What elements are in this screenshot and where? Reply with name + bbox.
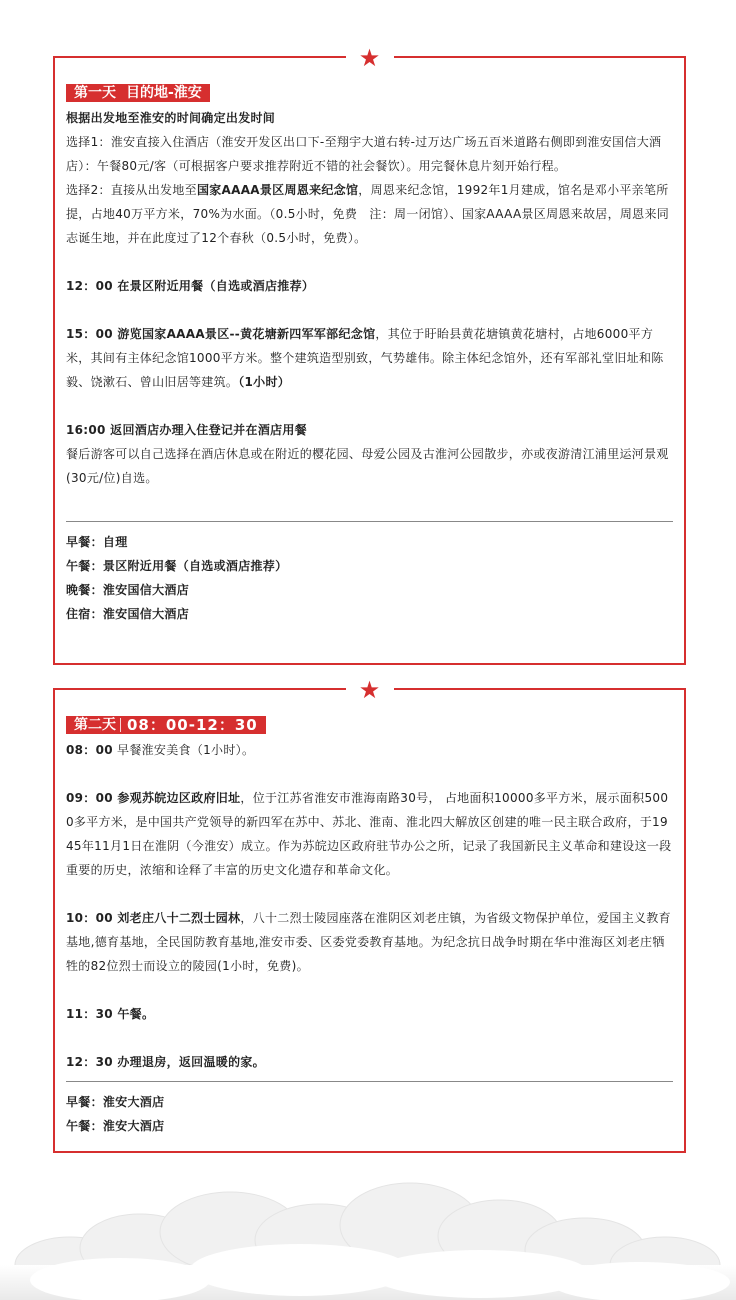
day1-tag — [66, 84, 210, 102]
day2-schedule-1230: 12：30 办理退房，返回温暖的家。 — [66, 1055, 265, 1069]
cloud-decoration — [0, 1170, 736, 1300]
day2-schedule-0800: 08：00 早餐淮安美食（1小时）。 — [66, 743, 255, 757]
day2-tag-day: 第二天 — [74, 717, 116, 733]
day1-schedule-1600-text: 餐后游客可以自己选择在酒店休息或在附近的樱花园、母爱公园及古淮河公园散步，亦或夜游清江浦里运河景观(30元/位)自选。 — [66, 447, 669, 485]
day1-schedule-1600-title: 16:00 返回酒店办理入住登记并在酒店用餐 — [66, 423, 307, 437]
day1-dinner: 晚餐：淮安国信大酒店 — [66, 583, 190, 597]
day1-lunch: 午餐：景区附近用餐（自选或酒店推荐） — [66, 559, 288, 573]
star-icon: ★ — [358, 676, 381, 704]
day2-schedule-1000: 10：00 刘老庄八十二烈士园林，八十二烈士陵园座落在淮阴区刘老庄镇，为省级文物保护单位，爱国主义教育基地,德育基地，全民国防教育基地,淮安市委、区委党委教育基地。为纪念抗日战争时期在华中淮海区刘老庄牺牲的82位烈士而设立的陵园(1小时，免费)。 — [66, 911, 671, 973]
day2-tag — [66, 716, 266, 734]
day1-schedule-1500: 15：00 游览国家AAAA景区--黄花塘新四军军部纪念馆，其位于盱眙县黄花塘镇黄花塘村，占地6000平方米，其间有主体纪念馆1000平方米。整个建筑造型别致，气势雄伟。除主体纪念馆外，还有军部礼堂旧址和陈毅、饶漱石、曾山旧居等建筑。（1小时） — [66, 327, 664, 389]
day1-stay: 住宿：淮安国信大酒店 — [66, 607, 190, 621]
day1-tag-title: 目的地-淮安 — [126, 85, 202, 101]
day1-option1: 选择1：淮安直接入住酒店（淮安开发区出口下-至翔宇大道右转-过万达广场五百米道路右侧即到淮安国信大酒店）：午餐80元/客（可根据客户要求推荐附近不错的社会餐饮）。用完餐休息片刻开始行程。 — [66, 135, 662, 173]
day2-meals — [66, 1090, 673, 1138]
day1-meals — [66, 530, 673, 626]
day1-intro-title: 根据出发地至淮安的时间确定出发时间 — [66, 111, 276, 125]
day1-tag-day: 第一天 — [74, 85, 116, 101]
day1-breakfast: 早餐：自理 — [66, 535, 128, 549]
day1-card — [53, 44, 686, 665]
day1-option2: 选择2：直接从出发地至国家AAAA景区周恩来纪念馆，周恩来纪念馆，1992年1月建成，馆名是邓小平亲笔所提，占地40万平方米，70%为水面。（0.5小时，免费 注：周一闭馆）、国家AAAA景区周恩来故居，周恩来同志诞生地，并在此度过了12个春秋（0.5小时，免费）。 — [66, 183, 670, 245]
star-icon: ★ — [358, 44, 381, 72]
day1-star-badge — [346, 44, 394, 72]
day2-breakfast: 早餐：淮安大酒店 — [66, 1095, 165, 1109]
day2-divider — [66, 1081, 673, 1082]
day2-card — [53, 676, 686, 1153]
day2-schedule-1130: 11：30 午餐。 — [66, 1007, 155, 1021]
day2-tag-title: 08：00-12：30 — [127, 716, 258, 734]
day1-schedule-1200: 12：00 在景区附近用餐（自选或酒店推荐） — [66, 279, 315, 293]
tag-separator — [120, 718, 121, 732]
day1-divider — [66, 521, 673, 522]
day2-star-badge — [346, 676, 394, 704]
day2-schedule-0900: 09：00 参观苏皖边区政府旧址，位于江苏省淮安市淮海南路30号， 占地面积10000多平方米，展示面积5000多平方米，是中国共产党领导的新四军在苏中、苏北、淮南、淮北四大解放区创建的唯一民主联合政府，于1945年11月1日在淮阴（今淮安）成立。作为苏皖边区政府驻节办公之所，记录了我国新民主义革命和建设这一段重要的历史，浓缩和诠释了丰富的历史文化遗存和革命文化。 — [66, 791, 672, 877]
day2-lunch: 午餐：淮安大酒店 — [66, 1119, 165, 1133]
